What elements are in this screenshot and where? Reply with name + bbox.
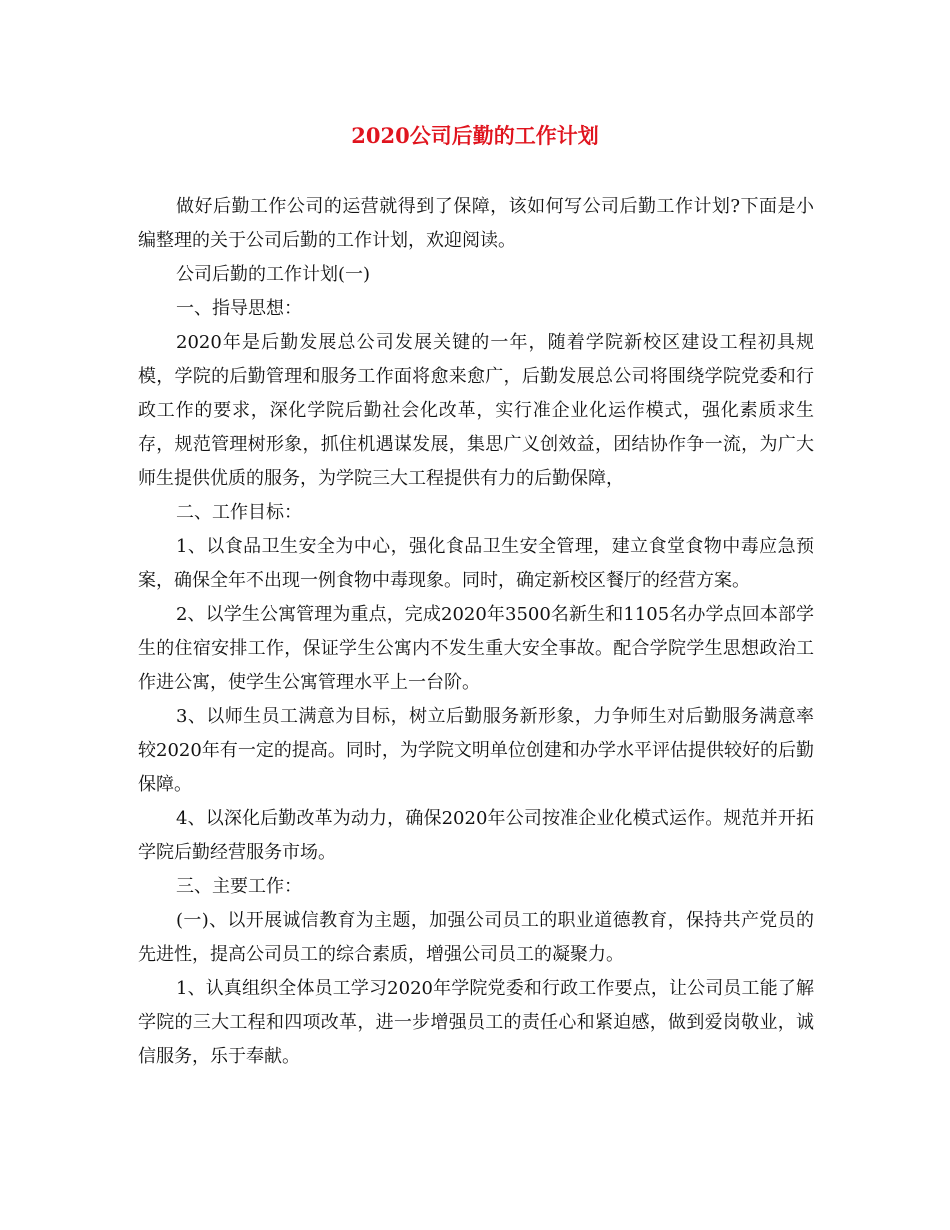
paragraph: 2020年是后勤发展总公司发展关键的一年，随着学院新校区建设工程初具规模，学院的后勤管理和服务工作面将愈来愈广，后勤发展总公司将围绕学院党委和行政工作的要求，深化学院后勤社会化改革，实行准企业化运作模式，强化素质求生存，规范管理树形象，抓住机遇谋发展，集思广义创效益，团结协作争一流，为广大师生提供优质的服务，为学院三大工程提供有力的后勤保障，	[138, 332, 814, 489]
section-heading: 公司后勤的工作计划(一)	[176, 264, 371, 285]
section-heading: 三、主要工作：	[176, 876, 302, 897]
paragraph: 4、以深化后勤改革为动力，确保2020年公司按准企业化模式运作。规范并开拓学院后勤经营服务市场。	[138, 808, 814, 863]
paragraph: 2、以学生公寓管理为重点，完成2020年3500名新生和1105名办学点回本部学生的住宿安排工作，保证学生公寓内不发生重大安全事故。配合学院学生思想政治工作进公寓，使学生公寓管理水平上一台阶。	[138, 604, 814, 693]
paragraph: 1、以食品卫生安全为中心，强化食品卫生安全管理，建立食堂食物中毒应急预案，确保全年不出现一例食物中毒现象。同时，确定新校区餐厅的经营方案。	[138, 536, 814, 591]
section-heading: 二、工作目标：	[176, 502, 302, 523]
section-heading: 一、指导思想：	[176, 298, 302, 319]
paragraph: 1、认真组织全体员工学习2020年学院党委和行政工作要点，让公司员工能了解学院的三大工程和四项改革，进一步增强员工的责任心和紧迫感，做到爱岗敬业，诚信服务，乐于奉献。	[138, 978, 814, 1067]
paragraph: 做好后勤工作公司的运营就得到了保障，该如何写公司后勤工作计划?下面是小编整理的关于公司后勤的工作计划，欢迎阅读。	[138, 196, 814, 251]
document-title: 2020公司后勤的工作计划	[351, 123, 599, 148]
paragraph: 3、以师生员工满意为目标，树立后勤服务新形象，力争师生对后勤服务满意率较2020年有一定的提高。同时，为学院文明单位创建和办学水平评估提供较好的后勤保障。	[138, 706, 814, 795]
document-body	[138, 190, 814, 1074]
paragraph: (一)、以开展诚信教育为主题，加强公司员工的职业道德教育，保持共产党员的先进性，提高公司员工的综合素质，增强公司员工的凝聚力。	[138, 910, 814, 965]
